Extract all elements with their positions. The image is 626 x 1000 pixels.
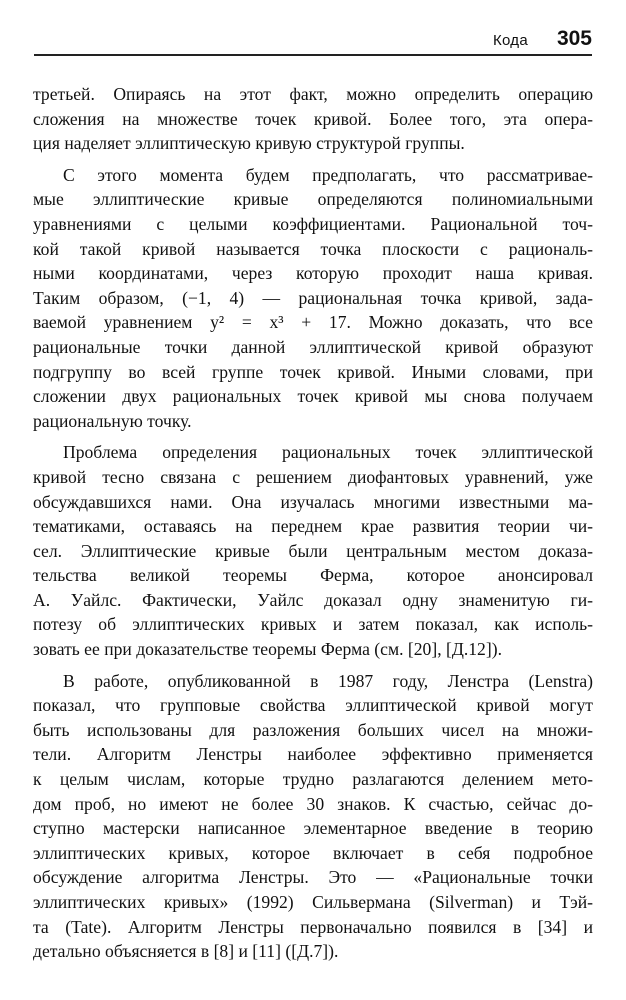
- text-line: кой такой кривой называется точка плоскости с рациональ-: [33, 238, 593, 259]
- text-line: В работе, опубликованной в 1987 году, Ленстра (Lenstra): [63, 670, 593, 691]
- text-line: Проблема определения рациональных точек эллиптической: [63, 442, 593, 463]
- text-line: А. Уайлс. Фактически, Уайлс доказал одну знаменитую ги-: [33, 589, 593, 610]
- text-line: подгруппу во всей группе точек кривой. Иными словами, при: [33, 361, 593, 382]
- page-number: 305: [556, 27, 592, 50]
- paragraph-3: [33, 440, 593, 661]
- text-line: к целым числам, которые трудно разлагаются делением мето-: [33, 769, 593, 790]
- text-line: тели. Алгоритм Ленстры наиболее эффективно применяется: [33, 744, 593, 765]
- text-line: та (Tate). Алгоритм Ленстры первоначально появился в [34] и: [33, 916, 593, 937]
- text-line: детально объясняется в [8] и [11] ([Д.7]).: [33, 941, 339, 962]
- text-line: рациональные точки данной эллиптической кривой образуют: [33, 336, 593, 357]
- text-line: сел. Эллиптические кривые были центральным местом доказа-: [33, 540, 593, 561]
- text-line: ваемой уравнением y² = x³ + 17. Можно доказать, что все: [33, 312, 593, 333]
- text-line: третьей. Опираясь на этот факт, можно определить операцию: [33, 84, 593, 104]
- text-line: кривой тесно связана с решением диофантовых уравнений, уже: [33, 466, 593, 487]
- text-line: мые эллиптические кривые определяются полиномиальными: [33, 189, 593, 210]
- text-line: тематиками, оставаясь на переднем крае развития теории чи-: [33, 516, 593, 537]
- text-line: сложения на множестве точек кривой. Более того, эта опера-: [33, 108, 593, 129]
- text-line: уравнениями с целыми коэффициентами. Рациональной точ-: [33, 213, 593, 234]
- text-line: рациональную точку.: [33, 410, 192, 431]
- paragraph-4: [33, 669, 593, 964]
- paragraph-1: [33, 82, 593, 156]
- text-line: ными координатами, через которую проходит наша кривая.: [33, 263, 593, 284]
- text-line: зовать ее при доказательстве теоремы Ферма (см. [20], [Д.12]).: [33, 639, 502, 660]
- text-line: ция наделяет эллиптическую кривую структурой группы.: [33, 133, 465, 154]
- running-head: Кода: [492, 32, 528, 49]
- text-line: ступно мастерски написанное элементарное введение в теорию: [33, 818, 593, 839]
- text-line: сложении двух рациональных точек кривой мы снова получаем: [33, 386, 593, 407]
- text-line: эллиптических кривых, которое включает в себя подробное: [33, 842, 593, 863]
- body-text: [33, 82, 593, 964]
- page-header: [34, 24, 592, 56]
- text-line: эллиптических кривых» (1992) Сильвермана (Silverman) и Тэй-: [33, 892, 593, 912]
- text-line: быть использованы для разложения больших чисел на множи-: [33, 719, 593, 740]
- text-line: С этого момента будем предполагать, что рассматривае-: [63, 164, 593, 185]
- text-line: тельства великой теоремы Ферма, которое анонсировал: [33, 565, 593, 586]
- text-line: показал, что групповые свойства эллиптической кривой могут: [33, 695, 593, 716]
- paragraph-2: [33, 163, 593, 434]
- text-line: Таким образом, (−1, 4) — рациональная точка кривой, зада-: [33, 287, 593, 308]
- text-line: потезу об эллиптических кривых и затем показал, как исполь-: [33, 614, 593, 635]
- text-line: обсуждение алгоритма Ленстры. Это — «Рациональные точки: [33, 867, 593, 888]
- text-line: дом проб, но имеют не более 30 знаков. К счастью, сейчас до-: [33, 793, 593, 814]
- text-line: обсуждавшихся нами. Она изучалась многими известными ма-: [33, 491, 593, 512]
